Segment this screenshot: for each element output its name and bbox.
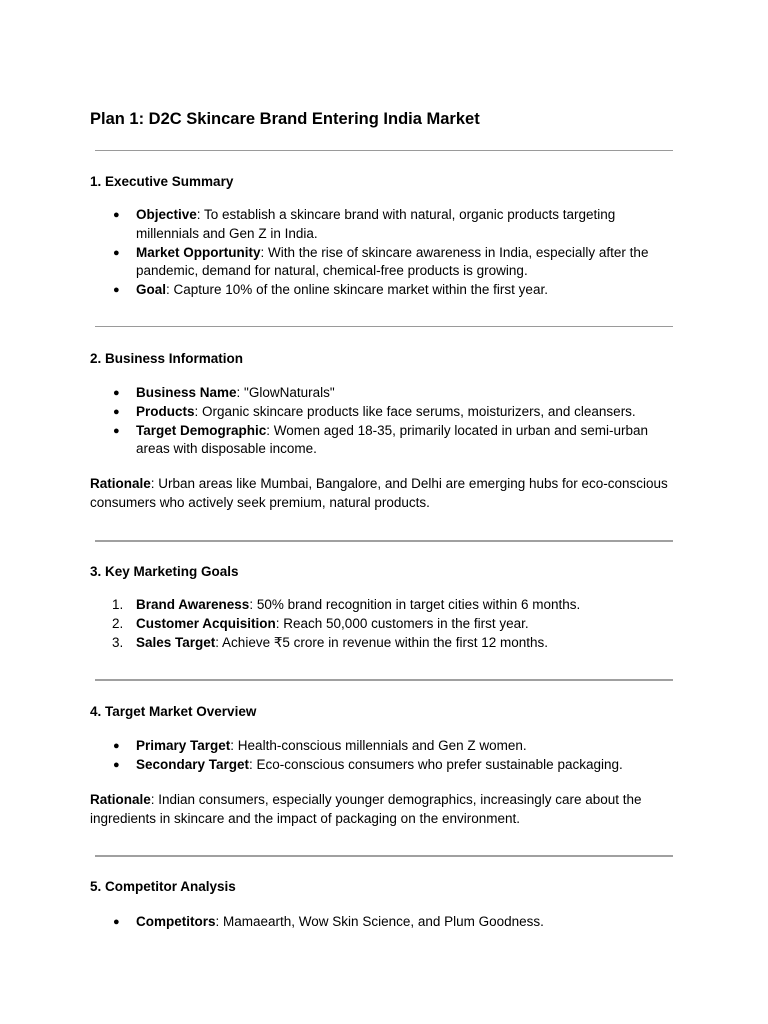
rationale-text: : Urban areas like Mumbai, Bangalore, and Delhi are emerging hubs for eco-conscious consumers who actively seek premium, natural products.	[90, 476, 668, 510]
item-text: : To establish a skincare brand with natural, organic products targeting millennials and Gen Z in India.	[136, 207, 616, 241]
rationale-label: Rationale	[90, 476, 151, 491]
rationale-text: : Indian consumers, especially younger demographics, increasingly care about the ingredients in skincare and the impact of packaging on the environment.	[90, 792, 642, 826]
item-label: Target Demographic	[136, 422, 267, 438]
section-heading-target-market-overview: 4. Target Market Overview	[90, 704, 257, 719]
item-text: : Capture 10% of the online skincare market within the first year.	[166, 282, 548, 298]
bullet-icon: ●	[113, 387, 120, 399]
divider	[95, 150, 673, 151]
bullet-icon: ●	[113, 740, 120, 752]
section-heading-key-marketing-goals: 3. Key Marketing Goals	[90, 564, 239, 579]
rationale-label: Rationale	[90, 792, 151, 807]
key-marketing-goals-list	[90, 596, 680, 652]
target-market-list	[90, 737, 680, 775]
section-heading-business-information: 2. Business Information	[90, 351, 244, 366]
section-heading-executive-summary: 1. Executive Summary	[90, 174, 234, 189]
item-label: Primary Target	[136, 738, 231, 753]
item-label: Secondary Target	[136, 756, 250, 772]
divider	[95, 679, 673, 681]
list-item	[90, 634, 680, 653]
business-information-list	[90, 384, 680, 459]
bullet-icon: ●	[113, 209, 120, 221]
rationale-paragraph	[90, 475, 670, 513]
item-label: Customer Acquisition	[136, 615, 276, 631]
competitor-analysis-list	[90, 913, 680, 932]
list-item	[90, 756, 680, 775]
item-label: Market Opportunity	[136, 244, 261, 260]
item-label: Business Name	[136, 385, 237, 400]
list-number: 3.	[112, 634, 124, 650]
item-text: : "GlowNaturals"	[236, 385, 335, 400]
item-text: : Eco-conscious consumers who prefer sustainable packaging.	[249, 756, 623, 772]
section-heading-competitor-analysis: 5. Competitor Analysis	[90, 879, 236, 894]
bullet-icon: ●	[113, 916, 120, 928]
item-text: : Organic skincare products like face serums, moisturizers, and cleansers.	[194, 403, 636, 419]
list-item	[90, 403, 680, 422]
bullet-icon: ●	[113, 284, 120, 297]
item-text: : Achieve ₹5 crore in revenue within the first 12 months.	[215, 634, 549, 650]
item-label: Objective	[136, 207, 197, 222]
item-label: Goal	[136, 282, 167, 298]
item-label: Products	[136, 403, 195, 419]
item-text: : Reach 50,000 customers in the first year.	[275, 615, 529, 631]
item-label: Competitors	[136, 914, 216, 929]
list-item	[90, 422, 680, 460]
list-item	[90, 244, 680, 282]
divider	[95, 855, 673, 857]
executive-summary-list	[90, 206, 680, 300]
list-item	[90, 384, 680, 403]
item-text: : With the rise of skincare awareness in India, especially after the pandemic, demand for natural, chemical-free products is growing.	[136, 244, 649, 279]
item-label: Sales Target	[136, 634, 216, 650]
list-item	[90, 615, 680, 634]
list-item	[90, 913, 680, 932]
list-item	[90, 737, 680, 756]
item-text: : Mamaearth, Wow Skin Science, and Plum Goodness.	[215, 914, 544, 929]
item-label: Brand Awareness	[136, 597, 250, 612]
list-item	[90, 281, 680, 300]
rationale-paragraph	[90, 791, 670, 829]
divider	[95, 326, 673, 327]
page-title: Plan 1: D2C Skincare Brand Entering India Market	[90, 110, 480, 128]
divider	[95, 540, 673, 542]
bullet-icon: ●	[113, 246, 120, 259]
list-number: 1.	[112, 597, 124, 612]
bullet-icon: ●	[113, 424, 120, 437]
bullet-icon: ●	[113, 758, 120, 771]
item-text: : 50% brand recognition in target cities within 6 months.	[249, 597, 581, 612]
list-item	[90, 206, 680, 244]
item-text: : Women aged 18-35, primarily located in urban and semi-urban areas with disposable income.	[136, 422, 648, 457]
list-number: 2.	[112, 615, 124, 631]
item-text: : Health-conscious millennials and Gen Z women.	[230, 738, 527, 753]
bullet-icon: ●	[113, 405, 120, 418]
list-item	[90, 596, 680, 615]
